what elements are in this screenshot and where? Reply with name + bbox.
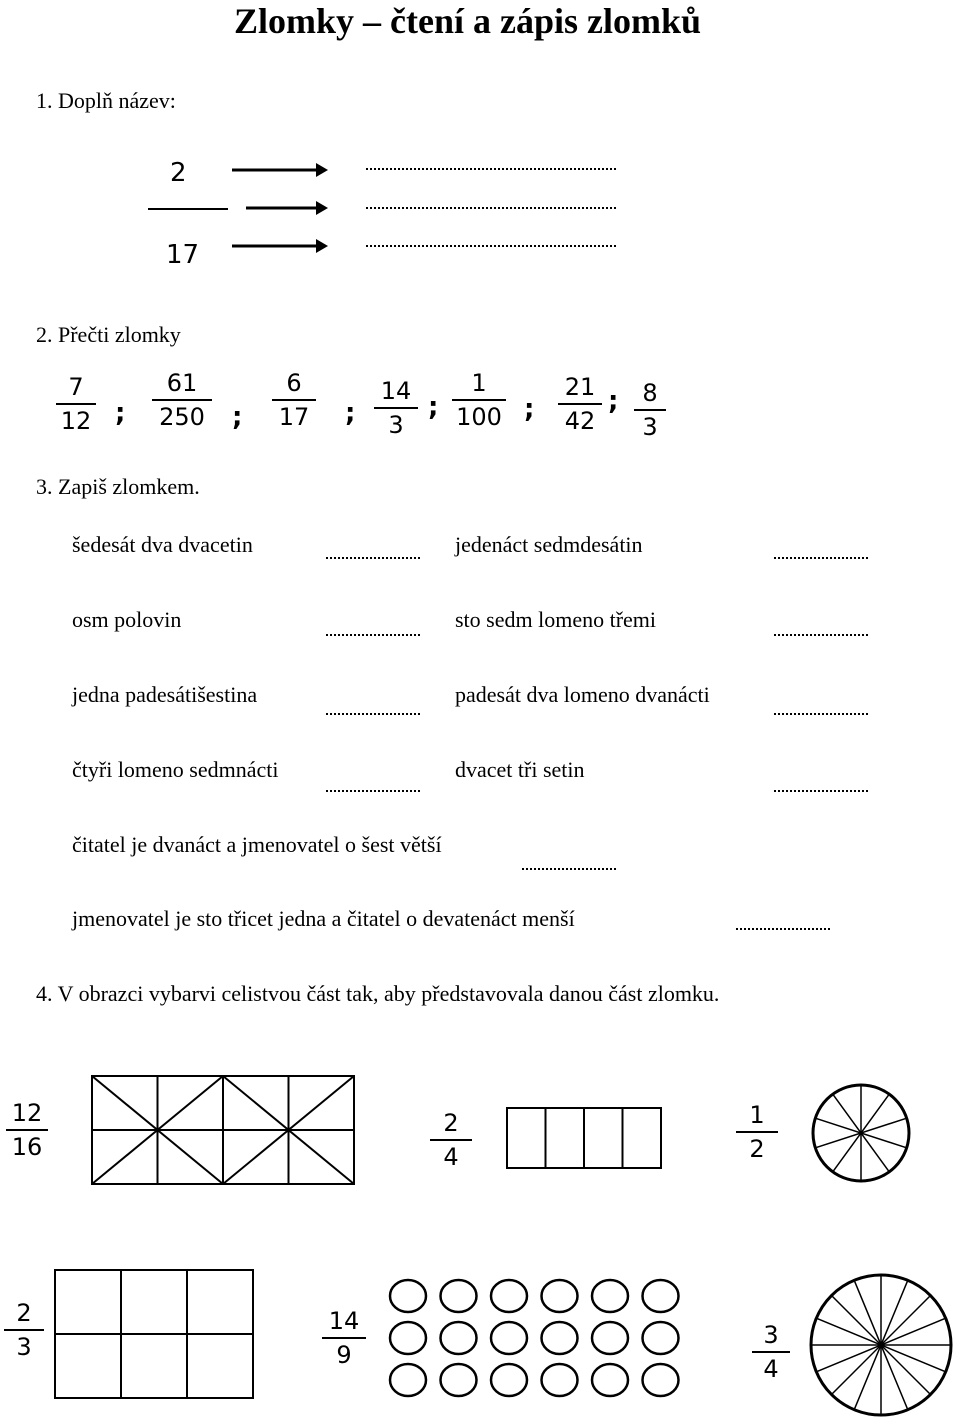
task2-fraction (152, 368, 212, 432)
task4-fraction (4, 1298, 44, 1362)
task3-item: dvacet tři setin (455, 757, 585, 782)
denominator: 3 (16, 1333, 32, 1361)
task3-item: šedesát dva dvacetin (72, 532, 253, 557)
numerator: 2 (16, 1299, 32, 1327)
denominator: 100 (456, 403, 502, 431)
numerator: 21 (564, 373, 596, 401)
task1-heading: 1. Doplň název: (36, 88, 176, 113)
circle-item[interactable] (592, 1280, 628, 1312)
circle-item[interactable] (592, 1322, 628, 1354)
separator: ; (345, 398, 356, 428)
circle-item[interactable] (592, 1364, 628, 1396)
numerator: 61 (166, 369, 198, 397)
task4-fraction (736, 1100, 778, 1164)
numerator: 1 (749, 1101, 765, 1129)
denominator: 16 (11, 1133, 43, 1161)
numerator: 2 (443, 1109, 459, 1137)
answer-line[interactable] (326, 790, 420, 792)
circle-item[interactable] (542, 1322, 578, 1354)
circle-item[interactable] (491, 1322, 527, 1354)
denominator: 3 (388, 411, 404, 439)
task4-heading: 4. V obrazci vybarvi celistvou část tak, aby představovala danou část zlomku. (36, 981, 720, 1006)
task1-numerator: 2 (170, 158, 187, 188)
circle-item[interactable] (542, 1364, 578, 1396)
shape-circle-16-parts[interactable] (806, 1272, 956, 1420)
numerator: 1 (471, 369, 487, 397)
circle-item[interactable] (643, 1280, 679, 1312)
shape-rectangle-4-parts[interactable] (505, 1106, 663, 1170)
task2-heading: 2. Přečti zlomky (36, 322, 181, 347)
answer-line[interactable] (522, 868, 616, 870)
circle-item[interactable] (390, 1322, 426, 1354)
task3-item: čtyři lomeno sedmnácti (72, 757, 279, 782)
shape-circle-10-parts[interactable] (810, 1082, 912, 1184)
answer-line[interactable] (774, 557, 868, 559)
answer-line[interactable] (774, 634, 868, 636)
answer-line-fraction-bar-name[interactable] (366, 207, 616, 209)
circle-item[interactable] (390, 1364, 426, 1396)
separator: ; (524, 394, 535, 424)
numerator: 6 (286, 369, 302, 397)
denominator: 4 (763, 1355, 779, 1383)
task4-fraction (752, 1320, 790, 1384)
denominator: 42 (564, 407, 596, 435)
task2-fraction (374, 376, 418, 440)
task3-item: čitatel je dvanáct a jmenovatel o šest větší (72, 832, 442, 857)
answer-line[interactable] (774, 713, 868, 715)
task4-fraction (6, 1098, 48, 1162)
task3-item: jedenáct sedmdesátin (455, 532, 643, 557)
task2-fraction (452, 368, 506, 432)
circle-item[interactable] (491, 1280, 527, 1312)
task4-fraction (430, 1108, 472, 1172)
numerator: 8 (642, 379, 658, 407)
task2-fraction (634, 378, 666, 442)
shape-circles-18[interactable] (386, 1274, 696, 1404)
numerator: 7 (68, 373, 84, 401)
separator: ; (115, 398, 126, 428)
circle-item[interactable] (441, 1364, 477, 1396)
circle-item[interactable] (390, 1280, 426, 1312)
separator: ; (608, 386, 619, 416)
denominator: 17 (278, 403, 310, 431)
answer-line[interactable] (326, 634, 420, 636)
numerator: 14 (380, 377, 412, 405)
numerator: 14 (328, 1307, 360, 1335)
denominator: 2 (749, 1135, 765, 1163)
denominator: 9 (336, 1341, 352, 1369)
circle-item[interactable] (491, 1364, 527, 1396)
arrow-icon-numerator (232, 163, 328, 177)
denominator: 250 (159, 403, 205, 431)
task3-item: padesát dva lomeno dvanácti (455, 682, 710, 707)
arrow-icon-fraction-bar (246, 201, 328, 215)
task3-item: sto sedm lomeno třemi (455, 607, 657, 632)
answer-line[interactable] (326, 713, 420, 715)
task3-heading: 3. Zapiš zlomkem. (36, 474, 200, 499)
task3-item: jmenovatel je sto třicet jedna a čitatel o devatenáct menší (72, 906, 575, 931)
answer-line-denominator-name[interactable] (366, 245, 616, 247)
task1-denominator: 17 (166, 240, 200, 270)
numerator: 3 (763, 1321, 779, 1349)
task3-item: osm polovin (72, 607, 182, 632)
numerator: 12 (11, 1099, 43, 1127)
task2-fraction (56, 372, 96, 436)
denominator: 12 (60, 407, 92, 435)
denominator: 4 (443, 1143, 459, 1171)
circle-item[interactable] (643, 1364, 679, 1396)
page-title: Zlomky – čtení a zápis zlomků (234, 1, 702, 41)
arrow-icon-denominator (232, 239, 328, 253)
task3-item: jedna padesátišestina (72, 682, 258, 707)
task2-fraction (272, 368, 316, 432)
task4-fraction (322, 1306, 366, 1370)
circle-item[interactable] (441, 1280, 477, 1312)
denominator: 3 (642, 413, 658, 441)
task2-fraction (558, 372, 602, 436)
separator: ; (428, 392, 439, 422)
circle-item[interactable] (643, 1322, 679, 1354)
answer-line[interactable] (736, 928, 830, 930)
shape-rectangle-6-parts[interactable] (53, 1268, 255, 1400)
task1-arrows (0, 0, 960, 300)
answer-line-numerator-name[interactable] (366, 168, 616, 170)
answer-line[interactable] (326, 557, 420, 559)
separator: ; (232, 402, 243, 432)
shape-rectangle-16-parts[interactable] (90, 1074, 356, 1186)
circle-item[interactable] (542, 1280, 578, 1312)
answer-line[interactable] (774, 790, 868, 792)
circle-item[interactable] (441, 1322, 477, 1354)
